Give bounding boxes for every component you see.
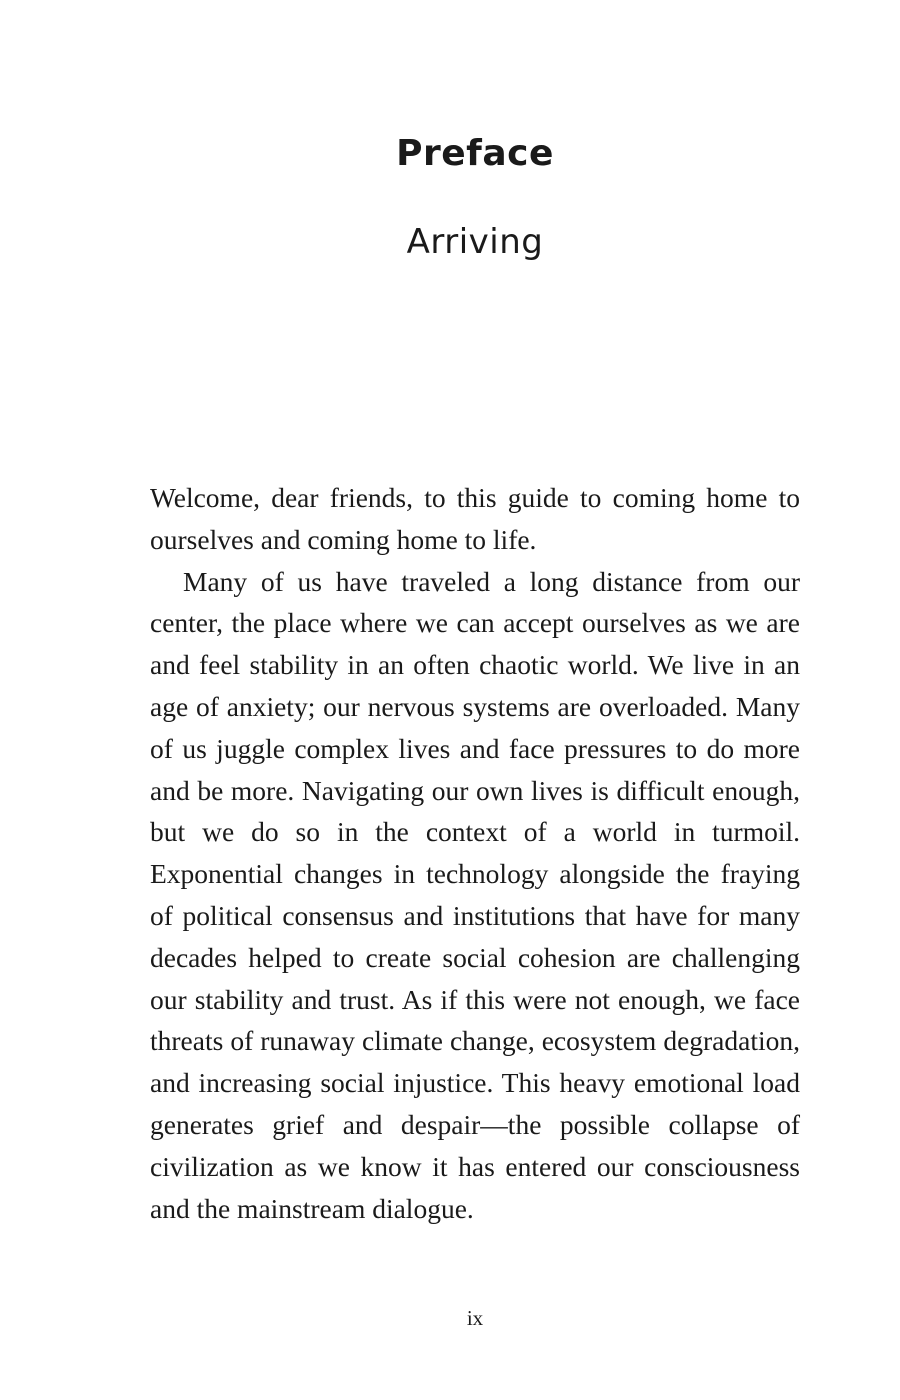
paragraph-2: Many of us have traveled a long distance from our center, the place where we can accept ourselves as we are and feel stability in an often chaotic world. We live in an age of anxiety; our nervous systems are overloaded. Many of us juggle complex lives and face pressures to do more and be more. Navigating our own lives is difficult enough, but we do so in the context of a world in turmoil. Exponential changes in technology alongside the fraying of political consensus and institutions that have for many decades helped to create social cohesion are challenging our stability and trust. As if this were not enough, we face threats of runaway climate change, ecosystem degradation, and increasing social injustice. This heavy emotional load generates grief and despair—the possible collapse of civilization as we know it has entered our consciousness and the mainstream dialogue. — [150, 565, 800, 1224]
body-text — [150, 477, 800, 1229]
page-number: ix — [466, 1306, 484, 1330]
chapter-subtitle: Arriving — [406, 222, 544, 262]
paragraph-1: Welcome, dear friends, to this guide to coming home to ourselves and coming home to life. — [150, 482, 800, 555]
chapter-title: Preface — [396, 133, 554, 174]
